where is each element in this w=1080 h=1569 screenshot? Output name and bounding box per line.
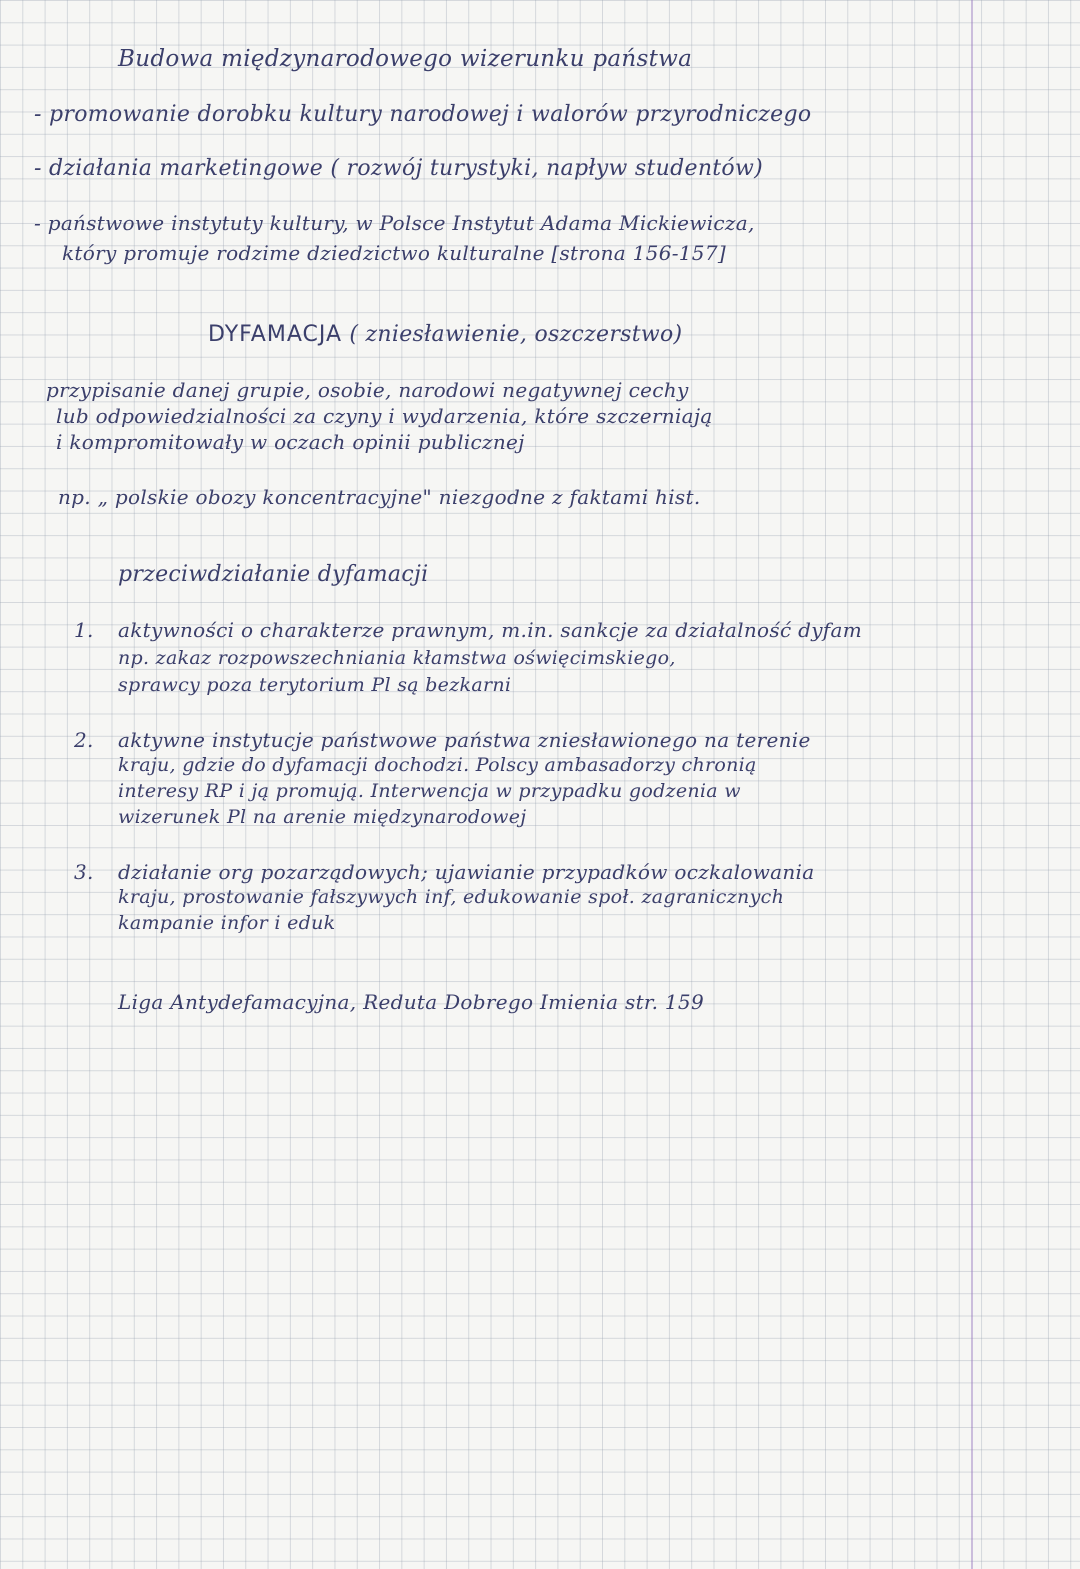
bullet-marketing: - działania marketingowe ( rozwój turystyki, napływ studentów): [34, 156, 763, 181]
item-1-line-1: aktywności o charakterze prawnym, m.in. sankcje za działalność dyfam: [118, 618, 862, 642]
item-3-line-2: kraju, prostowanie fałszywych inf, edukowanie społ. zagranicznych: [118, 886, 785, 908]
item-2-line-1: aktywne instytucje państwowe państwa zniesławionego na terenie: [118, 728, 811, 752]
page-title: Budowa międzynarodowego wizerunku państwa: [118, 46, 693, 72]
item-2-line-3: interesy RP i ją promują. Interwencja w przypadku godzenia w: [118, 780, 741, 802]
item-2-line-2: kraju, gdzie do dyfamacji dochodzi. Polscy ambasadorzy chronią: [118, 754, 757, 776]
item-3-line-3: kampanie infor i eduk: [118, 912, 336, 934]
item-1-line-2: np. zakaz rozpowszechniania kłamstwa oświęcimskiego,: [118, 647, 676, 669]
heading-dyfamacja: DYFAMACJA: [208, 322, 343, 347]
item-1-line-3: sprawcy poza terytorium Pl są bezkarni: [118, 674, 512, 696]
definition-line-1: przypisanie danej grupie, osobie, narodowi negatywnej cechy: [46, 378, 689, 402]
definition-line-3: i kompromitowały w oczach opinii publicznej: [56, 430, 525, 454]
heading-dyfamacja-synonyms: ( zniesławienie, oszczerstwo): [349, 322, 683, 347]
item-3-number: 3.: [74, 860, 94, 884]
bullet-culture: - promowanie dorobku kultury narodowej i walorów przyrodniczego: [34, 102, 812, 127]
bullet-institutes: - państwowe instytuty kultury, w Polsce Instytut Adama Mickiewicza,: [34, 211, 755, 235]
section-heading-dyfamacja: [208, 322, 682, 347]
section-heading-przeciwdzialanie: przeciwdziałanie dyfamacji: [118, 562, 429, 587]
item-2-number: 2.: [74, 728, 94, 752]
definition-line-2: lub odpowiedzialności za czyny i wydarzenia, które szczerniają: [56, 404, 713, 428]
example-line: np. „ polskie obozy koncentracyjne" niezgodne z faktami hist.: [58, 485, 701, 509]
item-2-line-4: wizerunek Pl na arenie międzynarodowej: [118, 806, 527, 828]
bullet-institutes-cont: który promuje rodzime dziedzictwo kulturalne [strona 156-157]: [62, 241, 726, 265]
item-1-number: 1.: [74, 618, 94, 642]
item-3-line-1: działanie org pozarządowych; ujawianie przypadków oczkalowania: [118, 860, 815, 884]
footer-reference: Liga Antydefamacyjna, Reduta Dobrego Imienia str. 159: [118, 990, 704, 1014]
